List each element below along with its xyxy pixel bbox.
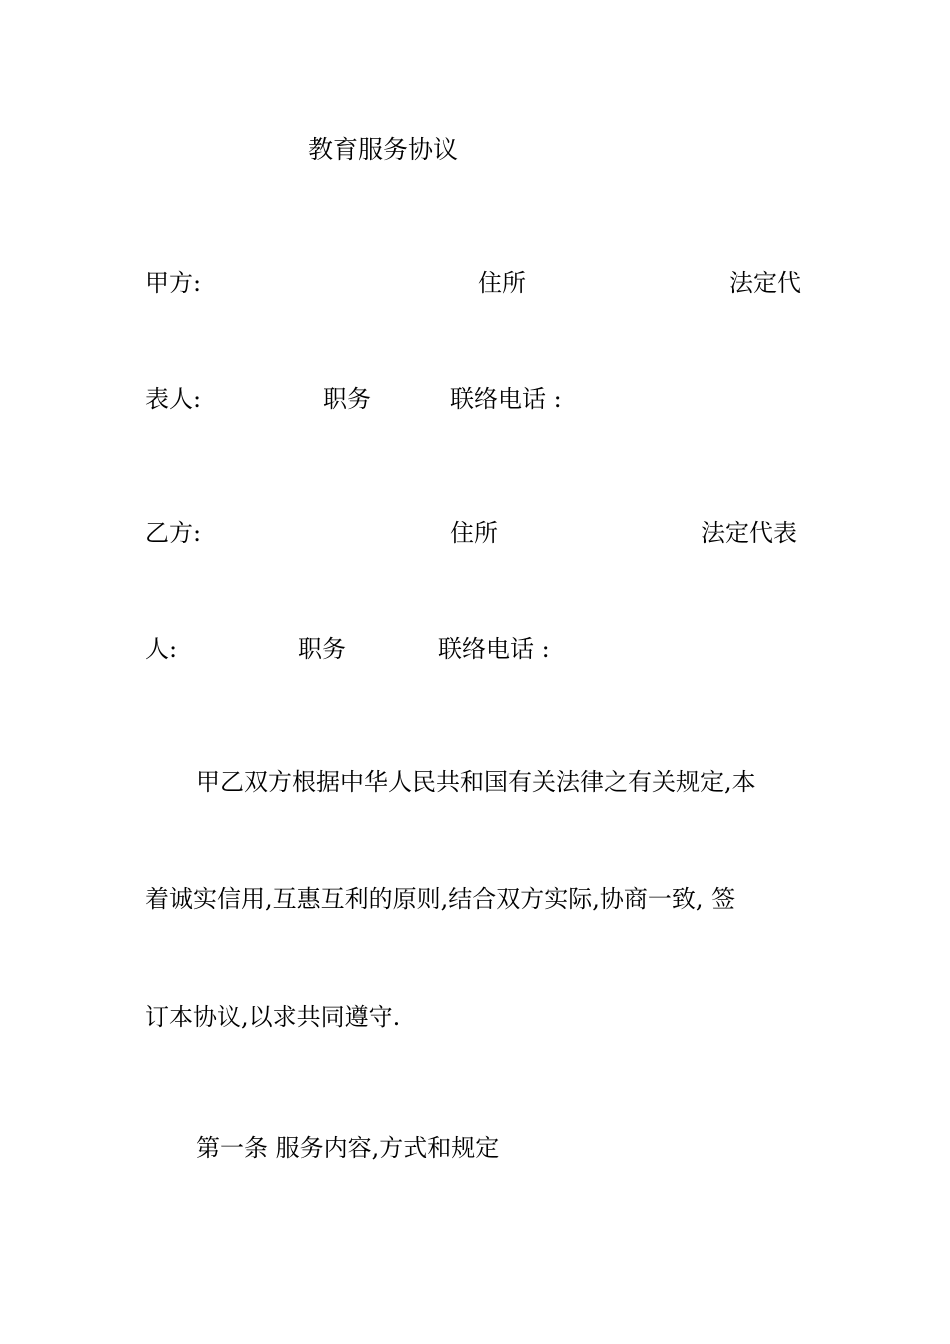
- party-b-label: 乙方:: [145, 519, 202, 547]
- party-a-position-label: 职务: [323, 385, 371, 413]
- party-a-label: 甲方:: [145, 269, 202, 297]
- party-b-legal-rep-label: 法定代表: [701, 519, 797, 547]
- preamble-line-3: 订本协议,以求共同遵守.: [145, 1003, 401, 1031]
- document-title: 教育服务协议: [308, 135, 459, 164]
- party-a-address-label: 住所: [478, 269, 526, 297]
- party-b-position-label: 职务: [298, 635, 346, 663]
- party-a-legal-rep-label-cont: 表人:: [145, 385, 202, 413]
- preamble-line-2: 着诚实信用,互惠互利的原则,结合双方实际,协商一致, 签: [145, 885, 736, 913]
- party-b-address-label: 住所: [450, 519, 498, 547]
- party-b-legal-rep-label-cont: 人:: [145, 635, 178, 663]
- party-b-phone-label: 联络电话 :: [438, 635, 550, 663]
- party-a-phone-label: 联络电话 :: [450, 385, 562, 413]
- party-a-legal-rep-label: 法定代: [729, 269, 801, 297]
- preamble-line-1: 甲乙双方根据中华人民共和国有关法律之有关规定,本: [196, 768, 756, 796]
- article-1-heading: 第一条 服务内容,方式和规定: [196, 1134, 500, 1162]
